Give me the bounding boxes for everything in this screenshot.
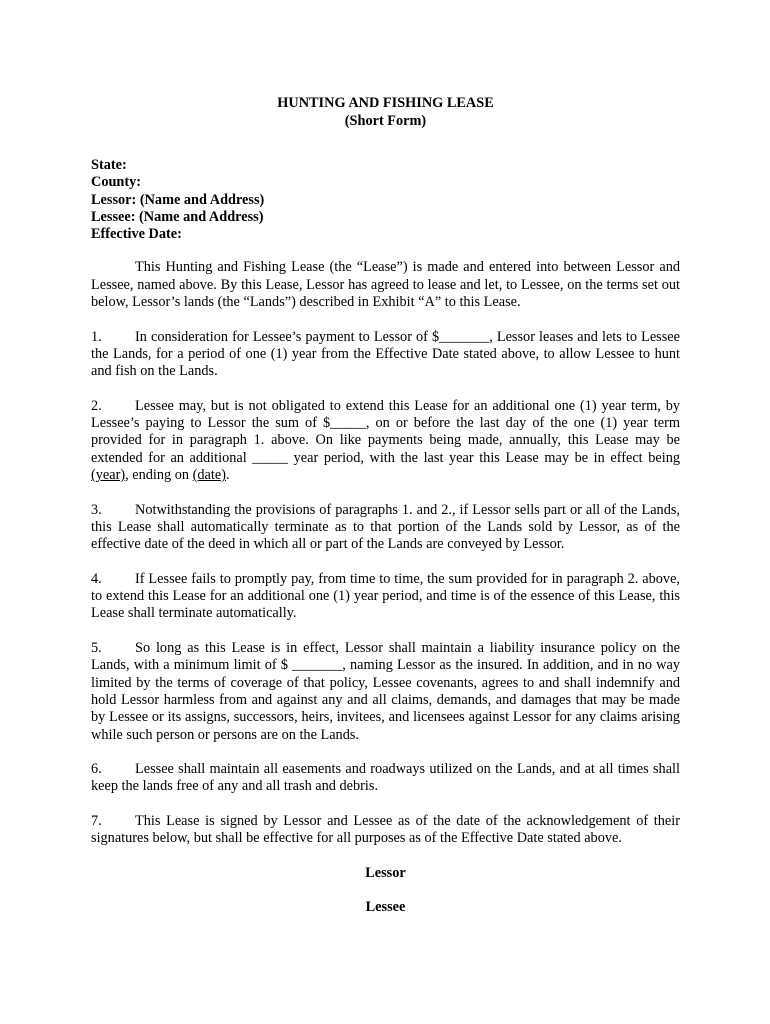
paragraph-text: Lessee shall maintain all easements and roadways utilized on the Lands, and at all times shall keep the lands free of any and all trash and debris. — [91, 761, 680, 795]
paragraph-text: Notwithstanding the provisions of paragraphs 1. and 2., if Lessor sells part or all of the Lands, this Lease shall automatically terminate as to that portion of the Lands sold by Lessor, as of the effective date of the deed in which all or part of the Lands are conveyed by Lessor. — [91, 501, 680, 553]
paragraph-text: If Lessee fails to promptly pay, from time to time, the sum provided for in paragraph 2. above, to extend this Lease for an additional one (1) year period, and time is of the essence of this Lease, this Lease shall terminate automatically. — [91, 570, 680, 622]
paragraph-number: 7. — [91, 812, 102, 829]
field-lessor: Lessor: (Name and Address) — [91, 191, 265, 208]
paragraph-6 — [91, 761, 680, 796]
signature-lessee: Lessee — [365, 899, 406, 916]
header-fields — [91, 157, 680, 243]
paragraph-text: In consideration for Lessee’s payment to Lessor of $_______, Lessor leases and lets to Lessee the Lands, for a period of one (1) year from the Effective Date stated above, to allow Lessee to hunt and fish on the Lands. — [91, 328, 680, 380]
paragraph-5 — [91, 640, 680, 744]
document-title: HUNTING AND FISHING LEASE — [277, 95, 494, 111]
paragraph-number: 4. — [91, 570, 102, 587]
field-lessee: Lessee: (Name and Address) — [91, 208, 264, 225]
field-county: County: — [91, 174, 142, 191]
paragraph-number: 5. — [91, 640, 102, 657]
paragraph-number: 6. — [91, 761, 102, 778]
year-blank: (year) — [91, 467, 126, 484]
paragraph-1 — [91, 329, 680, 381]
paragraph-number: 1. — [91, 328, 102, 345]
paragraph-text: Lessee may, but is not obligated to extend this Lease for an additional one (1) year term, by Lessee’s paying to Lessor the sum of $_____, on or before the last day of the one (1) year term provided for in paragraph 1. above. On like payments being made, annually, this Lease may be extended for an additional _____ year period, with the last year this Lease may be in effect being — [91, 397, 680, 466]
date-blank: (date) — [192, 467, 226, 484]
paragraph-text: This Lease is signed by Lessor and Lessee as of the date of the acknowledgement of their signatures below, but shall be effective for all purposes as of the Effective Date stated above. — [91, 812, 680, 847]
paragraph-text: So long as this Lease is in effect, Lessor shall maintain a liability insurance policy on the Lands, with a minimum limit of $ _______, naming Lessor as the insured. In addition, and in no way limited by the terms of coverage of that policy, Lessee covenants, agrees to and shall indemnify and hold Lessor harmless from and against any and all claims, demands, and damages that may be made by Lessee or its assigns, successors, heirs, invitees, and licensees against Lessor for any claims arising while such person or persons are on the Lands. — [91, 640, 680, 743]
paragraph-text: . — [225, 467, 230, 484]
field-state: State: — [91, 157, 127, 173]
paragraph-3 — [91, 502, 680, 554]
paragraph-text: , ending on — [125, 467, 193, 484]
paragraph-7 — [91, 813, 680, 848]
paragraph-number: 2. — [91, 397, 102, 414]
signature-lessor: Lessor — [365, 864, 406, 881]
document-subtitle: (Short Form) — [344, 113, 427, 129]
title-block — [91, 94, 680, 130]
paragraph-4 — [91, 571, 680, 623]
paragraph-number: 3. — [91, 501, 102, 518]
field-effective-date: Effective Date: — [91, 226, 182, 243]
paragraph-2 — [91, 398, 680, 484]
intro-paragraph: This Hunting and Fishing Lease (the “Lease”) is made and entered into between Lessor and Lessee, named above. By this Lease, Lessor has agreed to lease and let, to Lessee, on the terms set out below, Lessor’s lands (the “Lands”) described in Exhibit “A” to this Lease. — [91, 259, 680, 311]
